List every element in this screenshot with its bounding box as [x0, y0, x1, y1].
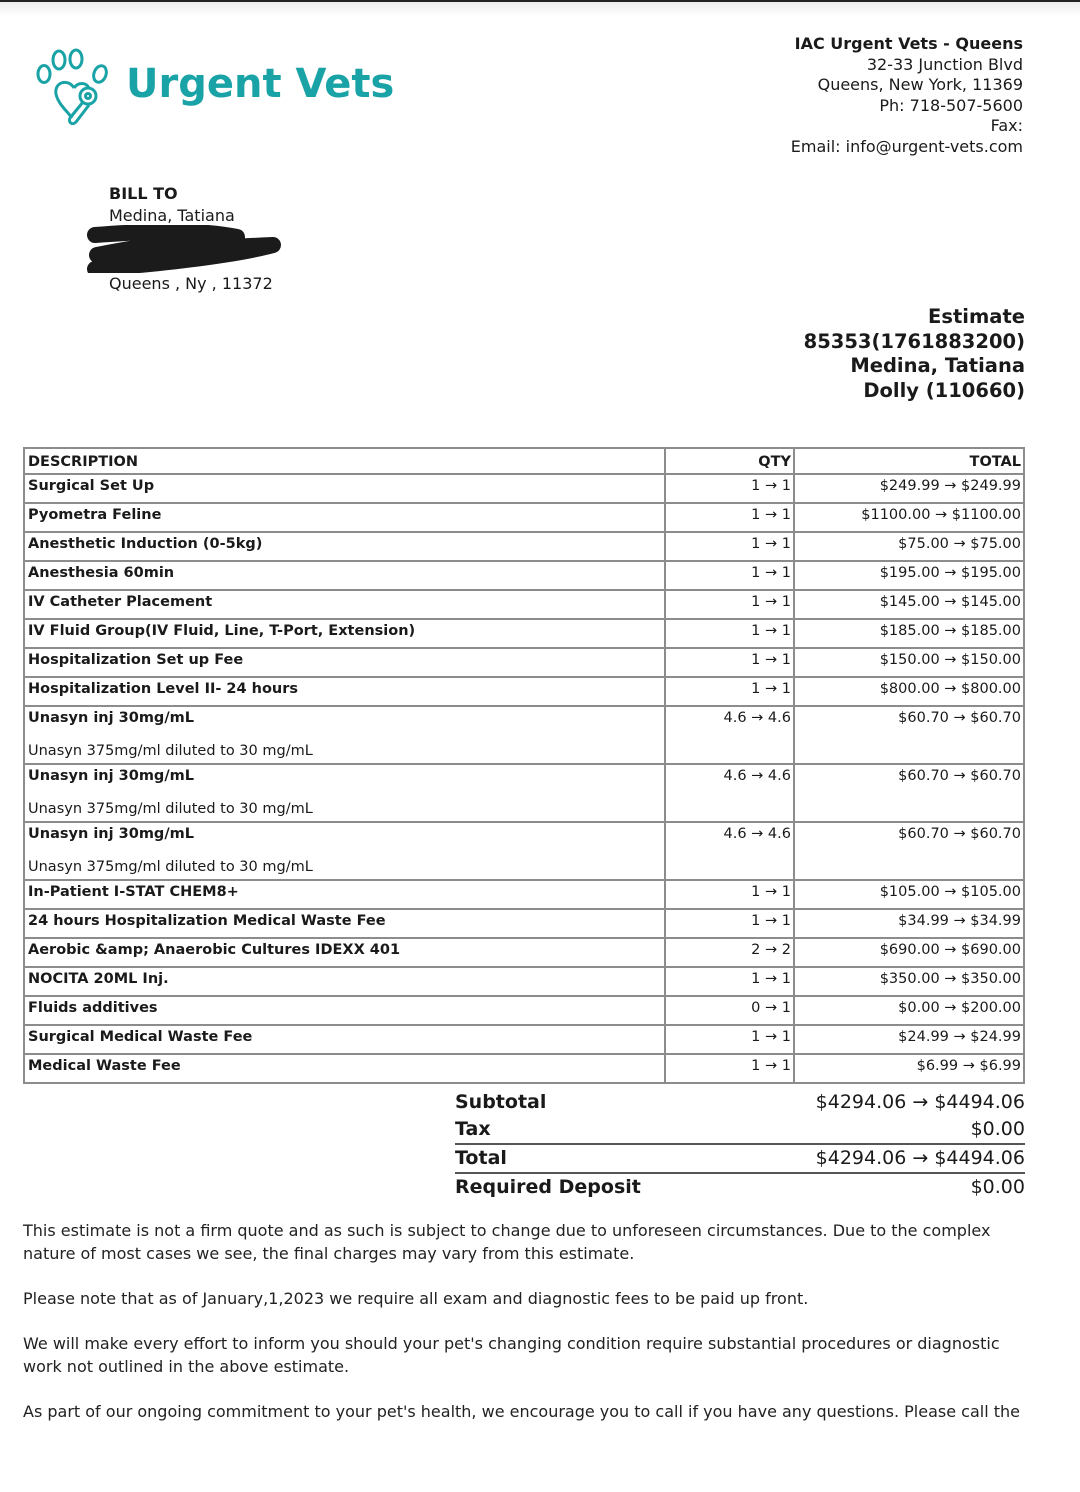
estimate-title: Estimate: [928, 305, 1025, 328]
deposit-row: [455, 1174, 1025, 1201]
item-qty: 1 → 1: [665, 880, 794, 909]
table-row: [24, 561, 1024, 590]
table-row: [24, 1025, 1024, 1054]
item-qty: 0 → 1: [665, 996, 794, 1025]
totals-section: [455, 1089, 1025, 1201]
item-description: Hospitalization Level II- 24 hours: [28, 681, 299, 697]
clinic-phone: Ph: 718-507-5600: [879, 95, 1023, 115]
item-qty: 1 → 1: [665, 677, 794, 706]
clinic-info: [791, 34, 1023, 158]
item-description: Unasyn inj 30mg/mL: [28, 768, 194, 784]
item-qty: 1 → 1: [665, 619, 794, 648]
item-qty: 1 → 1: [665, 1025, 794, 1054]
total-value: $4294.06 → $4494.06: [815, 1147, 1025, 1169]
item-description: Fluids additives: [28, 1000, 158, 1016]
item-total: $24.99 → $24.99: [794, 1025, 1024, 1054]
deposit-value: $0.00: [970, 1176, 1025, 1198]
estimate-client: Medina, Tatiana: [850, 354, 1025, 377]
address-partial-2: Jackson Hts: [109, 254, 191, 270]
table-row: [24, 822, 1024, 880]
estimate-number: 85353(1761883200): [803, 329, 1025, 353]
item-description: 24 hours Hospitalization Medical Waste Fee: [28, 913, 386, 929]
item-description-cell: [24, 677, 665, 706]
item-description: Hospitalization Set up Fee: [28, 652, 244, 668]
estimate-patient: Dolly (110660): [863, 378, 1025, 402]
table-row: [24, 619, 1024, 648]
item-qty: 1 → 1: [665, 474, 794, 503]
item-description: In-Patient I-STAT CHEM8+: [28, 884, 239, 900]
table-row: [24, 706, 1024, 764]
item-total: $249.99 → $249.99: [794, 474, 1024, 503]
item-qty: 1 → 1: [665, 648, 794, 677]
item-description-cell: [24, 706, 665, 764]
item-total: $6.99 → $6.99: [794, 1054, 1024, 1083]
item-total: $690.00 → $690.00: [794, 938, 1024, 967]
item-qty: 1 → 1: [665, 503, 794, 532]
item-description-cell: [24, 880, 665, 909]
redaction-scribble: [87, 225, 287, 273]
item-description-cell: [24, 474, 665, 503]
item-description-cell: [24, 590, 665, 619]
table-row: [24, 532, 1024, 561]
disclaimer-paragraph-2: Please note that as of January,1,2023 we require all exam and diagnostic fees to be paid up front.: [23, 1289, 809, 1308]
item-description: Surgical Set Up: [28, 478, 155, 494]
bill-to-name: Medina, Tatiana: [109, 206, 235, 225]
item-description: IV Catheter Placement: [28, 594, 213, 610]
top-shadow: [0, 2, 1080, 16]
subtotal-value: $4294.06 → $4494.06: [815, 1091, 1025, 1113]
bill-to: [109, 183, 273, 295]
item-total: $145.00 → $145.00: [794, 590, 1024, 619]
table-row: [24, 503, 1024, 532]
item-description-cell: [24, 996, 665, 1025]
item-total: $75.00 → $75.00: [794, 532, 1024, 561]
tax-label: Tax: [455, 1118, 491, 1140]
item-total: $60.70 → $60.70: [794, 706, 1024, 764]
item-total: $105.00 → $105.00: [794, 880, 1024, 909]
item-description-cell: [24, 503, 665, 532]
paw-heart-stethoscope-icon: [34, 44, 118, 128]
bill-to-city: Queens , Ny , 11372: [109, 274, 273, 293]
table-row: [24, 474, 1024, 503]
item-description-cell: [24, 532, 665, 561]
item-total: $800.00 → $800.00: [794, 677, 1024, 706]
item-description: Anesthetic Induction (0-5kg): [28, 536, 263, 552]
item-description: Unasyn inj 30mg/mL: [28, 826, 194, 842]
table-row: [24, 938, 1024, 967]
item-total: $0.00 → $200.00: [794, 996, 1024, 1025]
bill-to-heading: BILL TO: [109, 184, 178, 203]
total-row: [455, 1145, 1025, 1174]
table-row: [24, 996, 1024, 1025]
item-description: Medical Waste Fee: [28, 1058, 181, 1074]
item-qty: 1 → 1: [665, 1054, 794, 1083]
item-description: Anesthesia 60min: [28, 565, 175, 581]
clinic-email: Email: info@urgent-vets.com: [790, 136, 1023, 156]
item-description-cell: [24, 967, 665, 996]
brand-name: Urgent Vets: [126, 61, 395, 107]
estimate-header: [804, 305, 1025, 403]
clinic-name: IAC Urgent Vets - Queens: [794, 34, 1023, 53]
disclaimer-paragraph-1: This estimate is not a firm quote and as such is subject to change due to unforeseen circumstances. Due to the complex nature of most cases we see, the final charges may vary from this estimate.: [23, 1221, 991, 1263]
subtotal-label: Subtotal: [455, 1091, 547, 1113]
item-qty: 4.6 → 4.6: [665, 822, 794, 880]
item-description-cell: [24, 561, 665, 590]
subtotal-row: [455, 1089, 1025, 1116]
redacted-address: [109, 227, 273, 273]
table-row: [24, 909, 1024, 938]
clinic-address-2: Queens, New York, 11369: [817, 75, 1023, 95]
item-description: NOCITA 20ML Inj.: [28, 971, 169, 987]
item-total: $60.70 → $60.70: [794, 822, 1024, 880]
item-description: Unasyn inj 30mg/mL: [28, 710, 194, 726]
table-row: [24, 764, 1024, 822]
item-qty: 1 → 1: [665, 590, 794, 619]
item-description-cell: [24, 1054, 665, 1083]
item-qty: 4.6 → 4.6: [665, 764, 794, 822]
item-total: $1100.00 → $1100.00: [794, 503, 1024, 532]
total-label: Total: [455, 1147, 507, 1169]
item-note: Unasyn 375mg/ml diluted to 30 mg/mL: [28, 743, 313, 759]
line-items-table: [23, 447, 1025, 1084]
item-total: $60.70 → $60.70: [794, 764, 1024, 822]
table-header-row: [24, 448, 1024, 474]
table-row: [24, 1054, 1024, 1083]
item-total: $150.00 → $150.00: [794, 648, 1024, 677]
header-qty: QTY: [665, 448, 794, 474]
header-total: TOTAL: [794, 448, 1024, 474]
item-qty: 1 → 1: [665, 532, 794, 561]
item-total: $34.99 → $34.99: [794, 909, 1024, 938]
tax-value: $0.00: [970, 1118, 1025, 1140]
header-description: DESCRIPTION: [24, 448, 665, 474]
table-row: [24, 677, 1024, 706]
item-note: Unasyn 375mg/ml diluted to 30 mg/mL: [28, 801, 313, 817]
item-description: Pyometra Feline: [28, 507, 162, 523]
item-note: Unasyn 375mg/ml diluted to 30 mg/mL: [28, 859, 313, 875]
clinic-address-1: 32-33 Junction Blvd: [866, 54, 1023, 74]
item-description-cell: [24, 648, 665, 677]
item-description: IV Fluid Group(IV Fluid, Line, T-Port, Extension): [28, 623, 416, 639]
item-qty: 1 → 1: [665, 909, 794, 938]
item-description-cell: [24, 938, 665, 967]
item-total: $350.00 → $350.00: [794, 967, 1024, 996]
table-row: [24, 967, 1024, 996]
table-row: [24, 880, 1024, 909]
address-partial-1: 4: [227, 230, 236, 246]
item-qty: 4.6 → 4.6: [665, 706, 794, 764]
item-description: Aerobic &amp; Anaerobic Cultures IDEXX 401: [28, 942, 401, 958]
tax-row: [455, 1116, 1025, 1145]
item-description-cell: [24, 909, 665, 938]
table-row: [24, 648, 1024, 677]
table-row: [24, 590, 1024, 619]
disclaimer-paragraph-4: As part of our ongoing commitment to your pet's health, we encourage you to call if you have any questions. Please call the: [23, 1402, 1020, 1421]
item-qty: 2 → 2: [665, 938, 794, 967]
item-qty: 1 → 1: [665, 967, 794, 996]
item-description-cell: [24, 619, 665, 648]
item-description: Surgical Medical Waste Fee: [28, 1029, 253, 1045]
item-total: $185.00 → $185.00: [794, 619, 1024, 648]
item-description-cell: [24, 822, 665, 880]
item-total: $195.00 → $195.00: [794, 561, 1024, 590]
item-description-cell: [24, 764, 665, 822]
item-qty: 1 → 1: [665, 561, 794, 590]
brand-logo: [34, 44, 394, 128]
item-description-cell: [24, 1025, 665, 1054]
disclaimer: [23, 1219, 1023, 1445]
deposit-label: Required Deposit: [455, 1176, 641, 1198]
clinic-fax: Fax:: [990, 116, 1023, 136]
disclaimer-paragraph-3: We will make every effort to inform you should your pet's changing condition require substantial procedures or diagnostic work not outlined in the above estimate.: [23, 1334, 1000, 1376]
